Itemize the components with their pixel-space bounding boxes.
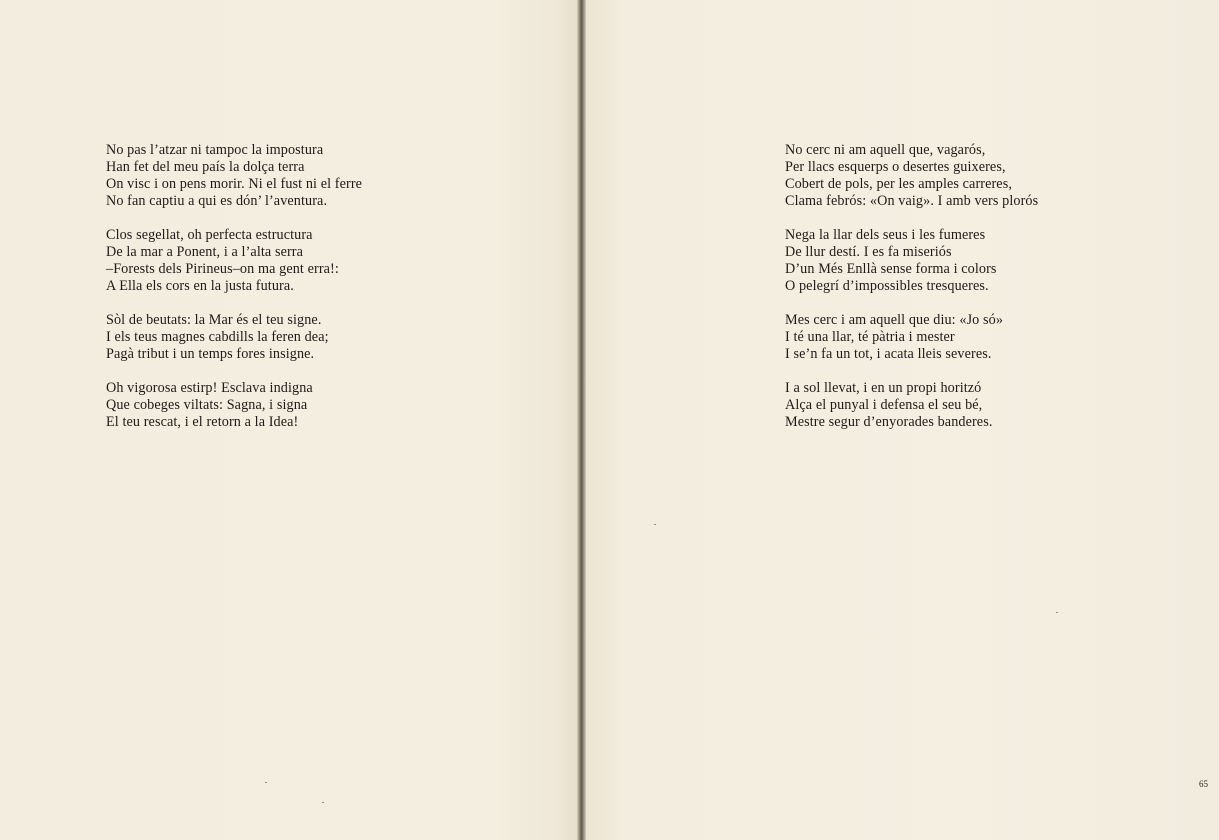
verse-line: No cerc ni am aquell que, vagarós,: [785, 142, 986, 158]
verse-line: El teu rescat, i el retorn a la Idea!: [106, 414, 299, 430]
right-stanza-1: [785, 142, 1165, 210]
paper-speck: [654, 524, 656, 525]
verse-line: D’un Més Enllà sense forma i colors: [785, 261, 997, 277]
right-stanza-4: [785, 380, 1165, 431]
verse-line: No fan captiu a qui es dón’ l’aventura.: [106, 193, 328, 209]
left-poem: [106, 142, 486, 448]
verse-line: On visc i on pens morir. Ni el fust ni el ferre: [106, 176, 363, 192]
verse-line: Per llacs esquerps o desertes guixeres,: [785, 159, 1006, 175]
book-gutter: [577, 0, 586, 840]
verse-line: –Forests dels Pirineus–on ma gent erra!:: [106, 261, 339, 277]
paper-speck: [322, 802, 324, 803]
verse-line: Clama febrós: «On vaig». I amb vers plorós: [785, 193, 1039, 209]
verse-line: Que cobeges viltats: Sagna, i signa: [106, 397, 308, 413]
verse-line: O pelegrí d’impossibles tresqueres.: [785, 278, 989, 294]
left-stanza-4: [106, 380, 486, 431]
right-stanza-2: [785, 227, 1165, 295]
verse-line: Sòl de beutats: la Mar és el teu signe.: [106, 312, 322, 328]
verse-line: I té una llar, té pàtria i mester: [785, 329, 955, 345]
left-stanza-2: [106, 227, 486, 295]
verse-line: Pagà tribut i un temps fores insigne.: [106, 346, 315, 362]
verse-line: De la mar a Ponent, i a l’alta serra: [106, 244, 304, 260]
right-poem: [785, 142, 1165, 448]
verse-line: I se’n fa un tot, i acata lleis severes.: [785, 346, 992, 362]
verse-line: Mestre segur d’enyorades banderes.: [785, 414, 993, 430]
verse-line: Clos segellat, oh perfecta estructura: [106, 227, 313, 243]
verse-line: Han fet del meu país la dolça terra: [106, 159, 305, 175]
left-stanza-3: [106, 312, 486, 363]
verse-line: I a sol llevat, i en un propi horitzó: [785, 380, 982, 396]
paper-speck: [265, 782, 267, 783]
verse-line: Mes cerc i am aquell que diu: «Jo só»: [785, 312, 1004, 328]
verse-line: A Ella els cors en la justa futura.: [106, 278, 294, 294]
verse-line: Alça el punyal i defensa el seu bé,: [785, 397, 983, 413]
verse-line: De llur destí. I es fa miseriós: [785, 244, 952, 260]
page-number: 65: [1199, 779, 1208, 789]
verse-line: I els teus magnes cabdills la feren dea;: [106, 329, 329, 345]
verse-line: No pas l’atzar ni tampoc la impostura: [106, 142, 324, 158]
verse-line: Nega la llar dels seus i les fumeres: [785, 227, 986, 243]
paper-speck: [1056, 612, 1058, 613]
verse-line: Oh vigorosa estirp! Esclava indigna: [106, 380, 313, 396]
left-stanza-1: [106, 142, 486, 210]
right-stanza-3: [785, 312, 1165, 363]
verse-line: Cobert de pols, per les amples carreres,: [785, 176, 1012, 192]
left-page: [0, 0, 579, 840]
